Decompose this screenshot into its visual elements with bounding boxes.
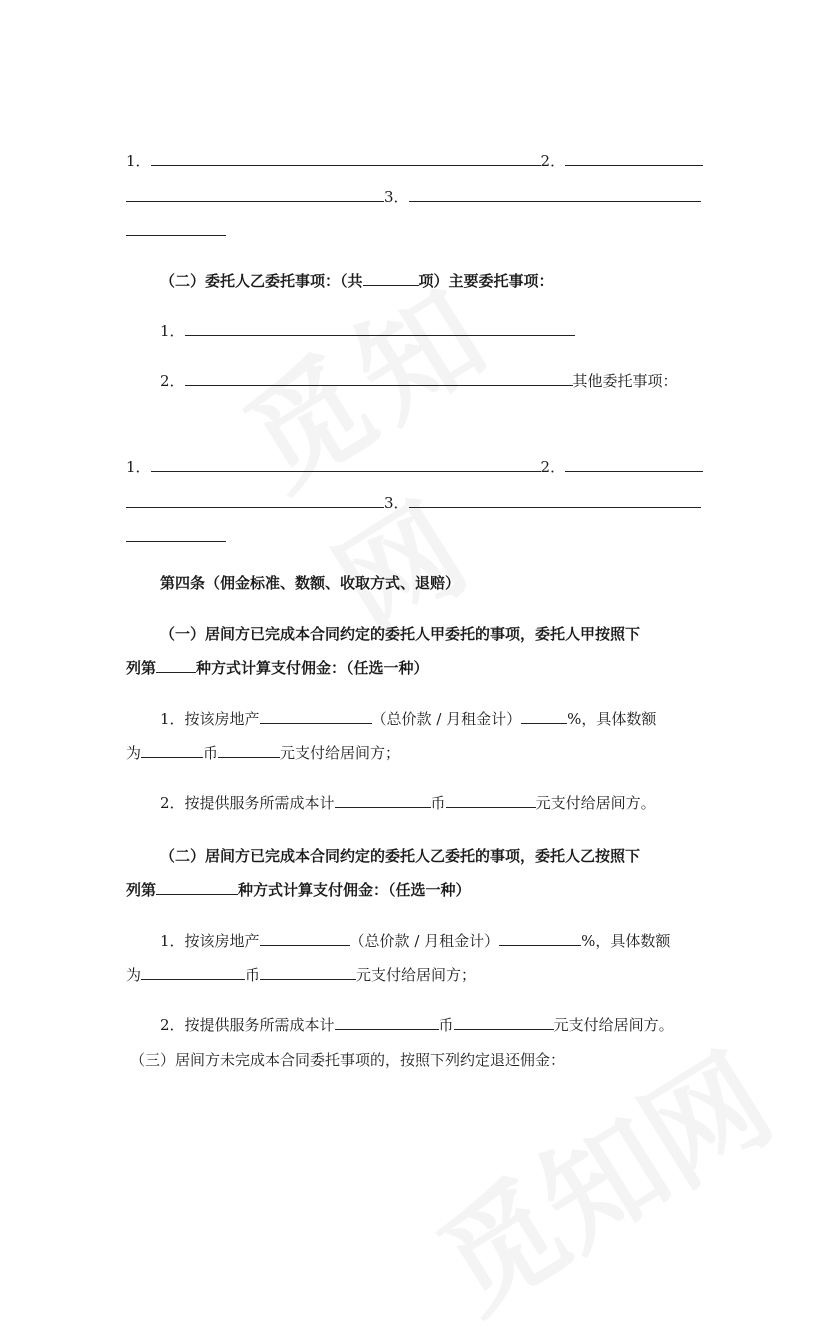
part2-opt1 bbox=[160, 930, 670, 951]
block-b-item1-label: 1． bbox=[126, 458, 151, 476]
block-b-item2-label: 2． bbox=[540, 458, 566, 476]
blank[interactable] bbox=[363, 270, 419, 286]
section-b-item1-label: 1． bbox=[160, 322, 185, 340]
blank[interactable] bbox=[218, 742, 280, 758]
block-a-item2-label: 2． bbox=[540, 152, 566, 170]
part2-opt1b bbox=[126, 964, 476, 985]
text: 为 bbox=[126, 744, 142, 762]
article4-title: 第四条（佣金标准、数额、收取方式、退赔） bbox=[160, 574, 461, 592]
block-a-row2 bbox=[126, 186, 701, 207]
blank[interactable] bbox=[141, 964, 245, 980]
section-b-heading-prefix: （二）委托人乙委托事项：（共 bbox=[160, 272, 363, 290]
blank[interactable] bbox=[409, 186, 701, 202]
text: 币 bbox=[203, 744, 219, 762]
part2-line2 bbox=[126, 879, 471, 900]
blank[interactable] bbox=[151, 150, 541, 166]
part3-text: （三）居间方未完成本合同委托事项的，按照下列约定退还佣金： bbox=[130, 1051, 566, 1069]
blank[interactable] bbox=[335, 1014, 439, 1030]
blank[interactable] bbox=[156, 657, 196, 673]
blank[interactable] bbox=[565, 456, 703, 472]
text: 币 bbox=[430, 794, 446, 812]
part1-line1: （一）居间方已完成本合同约定的委托人甲委托的事项，委托人甲按照下 bbox=[160, 625, 641, 643]
block-b-row2 bbox=[126, 492, 701, 513]
text: 元支付给居间方； bbox=[356, 966, 477, 984]
text: 元支付给居间方； bbox=[280, 744, 401, 762]
text: 种方式计算支付佣金：（任选一种） bbox=[238, 881, 471, 899]
part1-line2-prefix: 列第 bbox=[126, 659, 157, 677]
part1-opt1b bbox=[126, 742, 400, 763]
block-a-row3 bbox=[126, 220, 226, 241]
text: 为 bbox=[126, 966, 142, 984]
text: 1．按该房地产 bbox=[160, 710, 260, 728]
section-b-heading-suffix: 项）主要委托事项： bbox=[418, 272, 554, 290]
blank[interactable] bbox=[454, 1014, 554, 1030]
blank[interactable] bbox=[446, 792, 536, 808]
section-b-heading bbox=[160, 270, 554, 291]
blank[interactable] bbox=[260, 930, 350, 946]
block-b-row1 bbox=[126, 456, 703, 477]
blank[interactable] bbox=[126, 186, 384, 202]
text: （总价款 / 月租金计） bbox=[349, 932, 500, 950]
part1-opt2 bbox=[160, 792, 656, 813]
blank[interactable] bbox=[409, 492, 701, 508]
blank[interactable] bbox=[565, 150, 703, 166]
text: （总价款 / 月租金计） bbox=[371, 710, 522, 728]
section-b-item2 bbox=[160, 370, 678, 391]
part2-opt2 bbox=[160, 1014, 674, 1035]
blank[interactable] bbox=[141, 742, 203, 758]
part1-line2 bbox=[126, 657, 429, 678]
text: %，具体数额 bbox=[567, 710, 657, 728]
text: 元支付给居间方。 bbox=[553, 1016, 674, 1034]
block-a-row1 bbox=[126, 150, 703, 171]
blank[interactable] bbox=[521, 708, 567, 724]
text: 1．按该房地产 bbox=[160, 932, 260, 950]
blank[interactable] bbox=[151, 456, 541, 472]
blank[interactable] bbox=[260, 964, 356, 980]
block-a-item1-label: 1． bbox=[126, 152, 151, 170]
text: 2．按提供服务所需成本计 bbox=[160, 794, 335, 812]
blank[interactable] bbox=[499, 930, 581, 946]
part1-line2-suffix: 种方式计算支付佣金：（任选一种） bbox=[196, 659, 429, 677]
text: 2．按提供服务所需成本计 bbox=[160, 1016, 335, 1034]
part2-line1: （二）居间方已完成本合同约定的委托人乙委托的事项，委托人乙按照下 bbox=[160, 847, 641, 865]
blank[interactable] bbox=[126, 526, 226, 542]
text: 币 bbox=[438, 1016, 454, 1034]
text: 列第 bbox=[126, 881, 157, 899]
text: 元支付给居间方。 bbox=[535, 794, 656, 812]
blank[interactable] bbox=[335, 792, 431, 808]
section-b-item1 bbox=[160, 320, 575, 341]
part1-opt1 bbox=[160, 708, 656, 729]
other-items-label: 其他委托事项： bbox=[572, 372, 678, 390]
blank[interactable] bbox=[260, 708, 372, 724]
text: %，具体数额 bbox=[581, 932, 671, 950]
block-b-item3-label: 3． bbox=[384, 494, 409, 512]
blank[interactable] bbox=[126, 220, 226, 236]
blank[interactable] bbox=[126, 492, 384, 508]
blank[interactable] bbox=[185, 370, 573, 386]
text: 币 bbox=[245, 966, 261, 984]
blank[interactable] bbox=[156, 879, 238, 895]
section-b-item2-label: 2． bbox=[160, 372, 185, 390]
block-a-item3-label: 3． bbox=[384, 188, 409, 206]
blank[interactable] bbox=[185, 320, 575, 336]
block-b-row3 bbox=[126, 526, 226, 547]
